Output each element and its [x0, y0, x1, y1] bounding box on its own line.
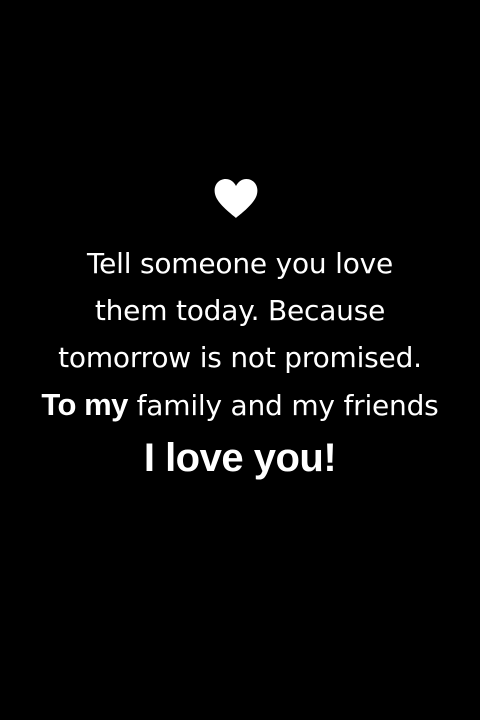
- quote-line-3: tomorrow is not promised.: [58, 341, 422, 374]
- quote-text: [0, 240, 480, 487]
- quote-line-1: Tell someone you love: [86, 247, 394, 280]
- dedication-regular: family and my friends: [136, 389, 439, 422]
- heart-icon: [213, 179, 259, 219]
- dedication-bold: To my: [41, 387, 128, 422]
- quote-line-2: them today. Because: [94, 294, 386, 327]
- dedication-line: [0, 381, 480, 429]
- closing-line: I love you!: [143, 436, 337, 480]
